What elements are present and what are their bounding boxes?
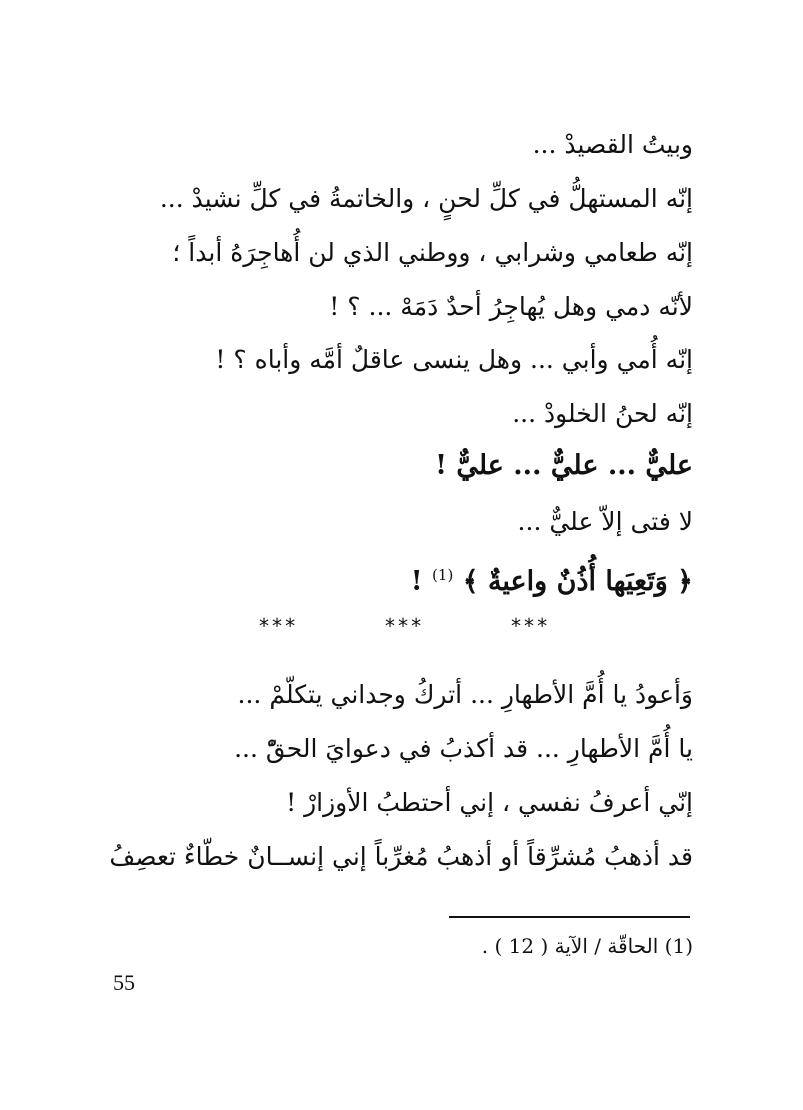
quran-verse-text: وَتَعِيَها أُذُنٌ واعيةٌ — [487, 566, 668, 597]
separator-stars-3: *** — [258, 614, 298, 638]
body-line-1: وبيتُ القصيدْ ... — [532, 130, 693, 159]
quran-verse-line — [411, 558, 693, 599]
body-line-3: إنّه طعامي وشرابي ، ووطني الذي لن أُهاجِرَهُ أبداً ؛ — [172, 238, 693, 267]
stanza2-line-3: إنّي أعرفُ نفسي ، إني أحتطبُ الأوزارْ ! — [286, 788, 693, 817]
body-line-6: إنّه لحنُ الخلودْ ... — [512, 399, 693, 428]
stanza2-line-2: يا أُمَّ الأطهارِ ... قد أكذبُ في دعوايَ الحقّْ ... — [234, 734, 693, 763]
separator-stars-2: *** — [384, 614, 424, 638]
stanza2-line-4: قد أذهبُ مُشرِّقاً أو أذهبُ مُغرِّباً إني إنســانٌ خطّاءٌ تعصِفُ — [109, 842, 693, 871]
ornate-bracket-open: ﴿ — [677, 566, 693, 597]
body-line-2: إنّه المستهلُّ في كلِّ لحنٍ ، والخاتمةُ في كلِّ نشيدْ ... — [159, 184, 693, 213]
footnote-ref: (1) — [432, 566, 454, 584]
separator-stars-1: *** — [510, 614, 550, 638]
body-line-5: إنّه أُمي وأبي ... وهل ينسى عاقلٌ أمَّه وأباه ؟ ! — [215, 345, 693, 374]
verse-exclamation: ! — [410, 566, 423, 597]
bold-refrain-line: عليٌّ ... عليٌّ ... عليٌّ ! — [435, 450, 693, 481]
stanza2-line-1: وَأعودُ يا أُمَّ الأطهارِ ... أتركُ وجداني يتكلّمْ ... — [237, 680, 693, 709]
no-youth-line: لا فتى إلاّ عليٌّ ... — [517, 507, 693, 536]
page-number: 55 — [113, 970, 135, 995]
ornate-bracket-close: ﴾ — [462, 566, 479, 597]
body-line-4: لأنّه دمي وهل يُهاجِرُ أحدٌ دَمَهْ ... ؟ ! — [329, 292, 693, 321]
footnote-divider — [449, 916, 690, 918]
footnote-text: (1) الحاقّة / الآية ( 12 ) . — [481, 934, 693, 958]
